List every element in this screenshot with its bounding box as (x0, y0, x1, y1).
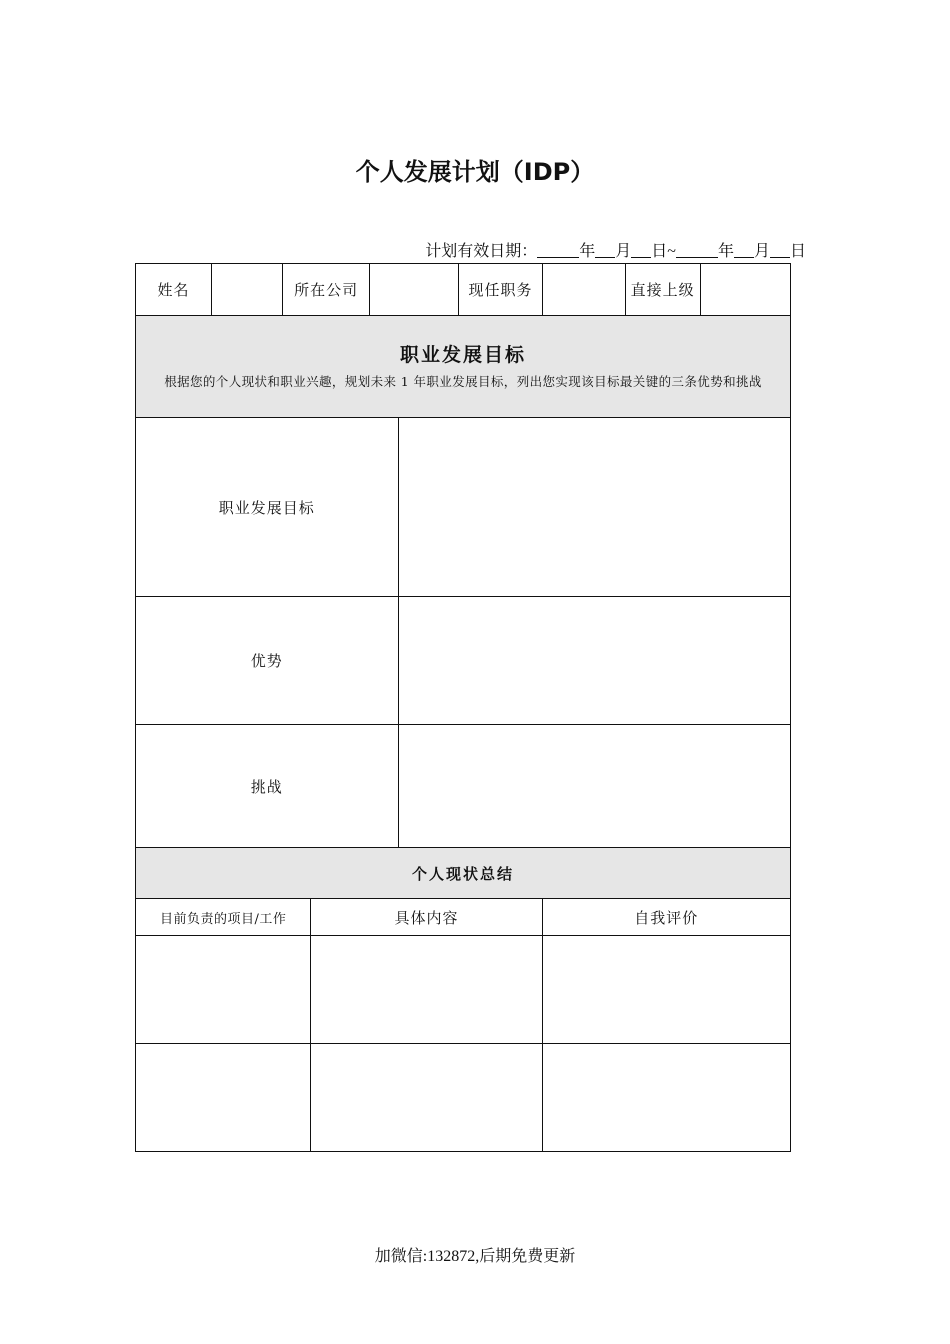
status-row (136, 936, 791, 1044)
challenges-field[interactable] (398, 725, 790, 848)
company-label: 所在公司 (283, 264, 370, 316)
details-cell[interactable] (311, 936, 542, 1044)
start-year-field[interactable] (537, 241, 579, 258)
career-goal-field[interactable] (398, 418, 790, 597)
self-evaluation-cell[interactable] (542, 1044, 790, 1152)
column-header-details: 具体内容 (311, 899, 542, 936)
document-title: 个人发展计划（IDP） (355, 158, 595, 186)
validity-label: 计划有效日期： (425, 243, 538, 260)
position-label: 现任职务 (459, 264, 542, 316)
column-header-projects: 目前负责的项目/工作 (136, 899, 311, 936)
career-section-title: 职业发展目标 (399, 343, 526, 366)
end-day-field[interactable] (770, 241, 790, 258)
project-cell[interactable] (136, 1044, 311, 1152)
challenges-row (136, 725, 791, 848)
strengths-label: 优势 (136, 597, 399, 725)
name-label: 姓名 (136, 264, 212, 316)
end-month-field[interactable] (734, 241, 754, 258)
status-section-header (136, 848, 791, 899)
career-goal-row (136, 418, 791, 597)
name-field[interactable] (212, 264, 283, 316)
challenges-label: 挑战 (136, 725, 399, 848)
strengths-field[interactable] (398, 597, 790, 725)
plan-validity-date: 计划有效日期： 年 月 日~ 年 月 日 (425, 243, 806, 260)
idp-form-table (135, 263, 791, 1152)
column-header-self-evaluation: 自我评价 (542, 899, 790, 936)
position-field[interactable] (542, 264, 625, 316)
end-year-field[interactable] (676, 241, 718, 258)
strengths-row (136, 597, 791, 725)
career-goal-label: 职业发展目标 (136, 418, 399, 597)
supervisor-label: 直接上级 (625, 264, 700, 316)
footer-note: 加微信:132872,后期免费更新 (374, 1248, 576, 1265)
status-column-headers (136, 899, 791, 936)
career-section-header (136, 316, 791, 418)
supervisor-field[interactable] (700, 264, 790, 316)
basic-info-row (136, 264, 791, 316)
details-cell[interactable] (311, 1044, 542, 1152)
company-field[interactable] (370, 264, 459, 316)
status-row (136, 1044, 791, 1152)
start-month-field[interactable] (595, 241, 615, 258)
start-day-field[interactable] (631, 241, 651, 258)
status-section-title: 个人现状总结 (136, 848, 791, 899)
self-evaluation-cell[interactable] (542, 936, 790, 1044)
project-cell[interactable] (136, 936, 311, 1044)
career-section-instruction: 根据您的个人现状和职业兴趣，规划未来 1 年职业发展目标，列出您实现该目标最关键的三条优势和挑战 (164, 373, 762, 389)
